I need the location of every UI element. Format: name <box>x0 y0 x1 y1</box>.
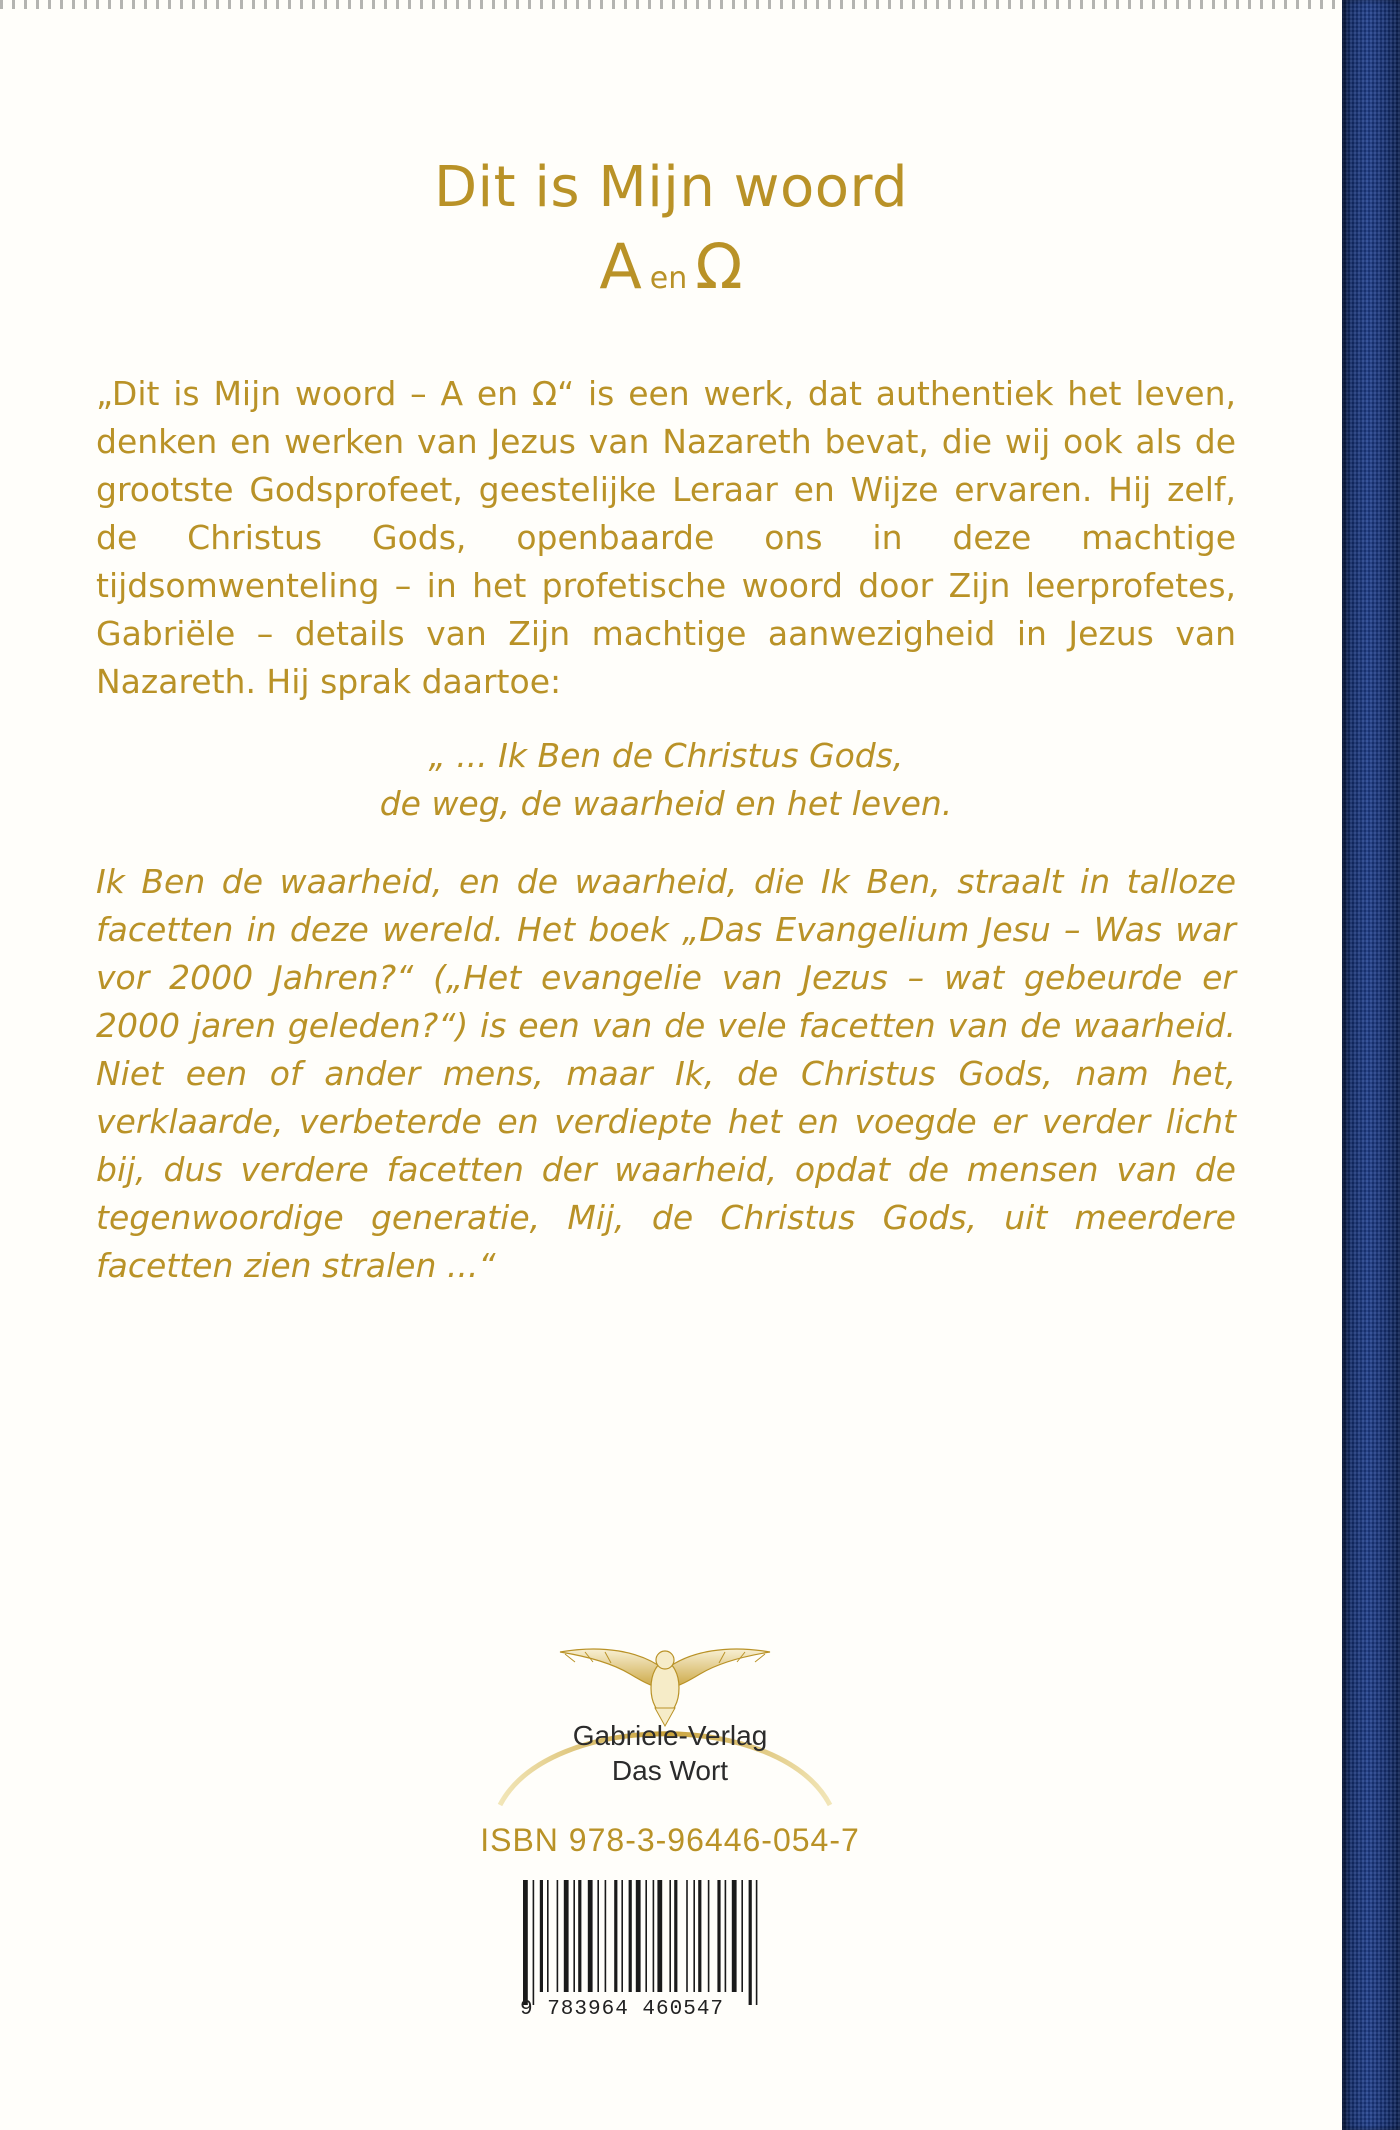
subtitle-en: en <box>649 261 688 296</box>
barcode-bar <box>708 1880 710 1992</box>
barcode-bar <box>588 1880 593 1992</box>
barcode-bar <box>621 1880 623 1992</box>
barcode-bar <box>693 1880 695 1992</box>
barcode-bar <box>573 1880 575 1992</box>
barcode-bar <box>629 1880 632 1992</box>
subtitle-omega: Ω <box>695 230 743 303</box>
barcode-bar <box>614 1880 617 1992</box>
book-title: Dit is Mijn woord <box>433 155 909 220</box>
barcode-bar <box>578 1880 581 1992</box>
title-block <box>0 150 1342 320</box>
barcode-bar <box>523 1880 528 2005</box>
barcode-bar <box>732 1880 737 1992</box>
barcode-bar <box>749 1880 752 2005</box>
publisher-name <box>490 1718 850 1788</box>
barcode-bar <box>657 1880 662 1992</box>
quote-heading <box>96 732 1236 828</box>
quote-line-2: de weg, de waarheid en het leven. <box>379 784 953 823</box>
quote-body: Ik Ben de waarheid, en de waarheid, die Ik Ben, straalt in talloze facetten in deze wereld. Het boek „Das Evangelium Jesu – Was war vor 2000 Jahren?“ („Het evangelie van Jezus – wat gebeurde er 2000 jaren geleden?“) is een van de vele facetten van de waarheid. Niet een of ander mens, maar Ik, de Christus Gods, nam het, verklaarde, verbeterde en verdiepte het en voegde er verder licht bij, dus verdere facetten der waarheid, opdat de mensen van de tegenwoordige generatie, Mij, de Christus Gods, uit meerdere facetten zien stralen ...“ <box>96 862 1236 1285</box>
barcode-bar <box>533 1880 535 2005</box>
barcode-bar <box>547 1880 549 1992</box>
isbn: ISBN 978-3-96446-054-7 <box>480 1822 860 1858</box>
page-top-edge <box>0 0 1342 9</box>
barcode-bar <box>717 1880 720 1992</box>
barcode-bar <box>636 1880 641 1992</box>
barcode-bar <box>725 1880 727 1992</box>
book-subtitle <box>0 226 1342 320</box>
barcode-bar <box>564 1880 569 1992</box>
barcode-bar <box>557 1880 559 1992</box>
barcode-bar <box>645 1880 647 1992</box>
barcode-bar <box>669 1880 671 1992</box>
publisher-line-2: Das Wort <box>611 1755 729 1786</box>
barcode-bar <box>540 1880 543 1992</box>
barcode-bar <box>686 1880 688 1992</box>
barcode-bar <box>597 1880 599 1992</box>
barcode-bar <box>605 1880 607 1992</box>
barcode-digits: 9 783964 460547 <box>520 1998 725 2021</box>
blurb-intro: „Dit is Mijn woord – A en Ω“ is een werk, dat authentiek het leven, denken en werken van Jezus van Nazareth bevat, die wij ook als de grootste Godsprofeet, geestelijke Leraar en Wijze ervaren. Hij zelf, de Christus Gods, openbaarde ons in deze machtige tijdsomwenteling – in het profetische woord door Zijn leerprofetes, Gabriële – details van Zijn machtige aanwezigheid in Jezus van Nazareth. Hij sprak daartoe: <box>96 374 1236 701</box>
blurb <box>96 370 1236 1290</box>
book-spine <box>1342 0 1400 2130</box>
barcode-bar <box>698 1880 701 1992</box>
barcode-bar <box>674 1880 677 1992</box>
subtitle-alpha: A <box>599 230 642 303</box>
quote-line-1: „ ... Ik Ben de Christus Gods, <box>428 736 904 775</box>
publisher-line-1: Gabriele-Verlag <box>572 1720 768 1751</box>
barcode-bar <box>741 1880 743 1992</box>
barcode-bar <box>653 1880 655 1992</box>
barcode-bar <box>756 1880 758 2005</box>
